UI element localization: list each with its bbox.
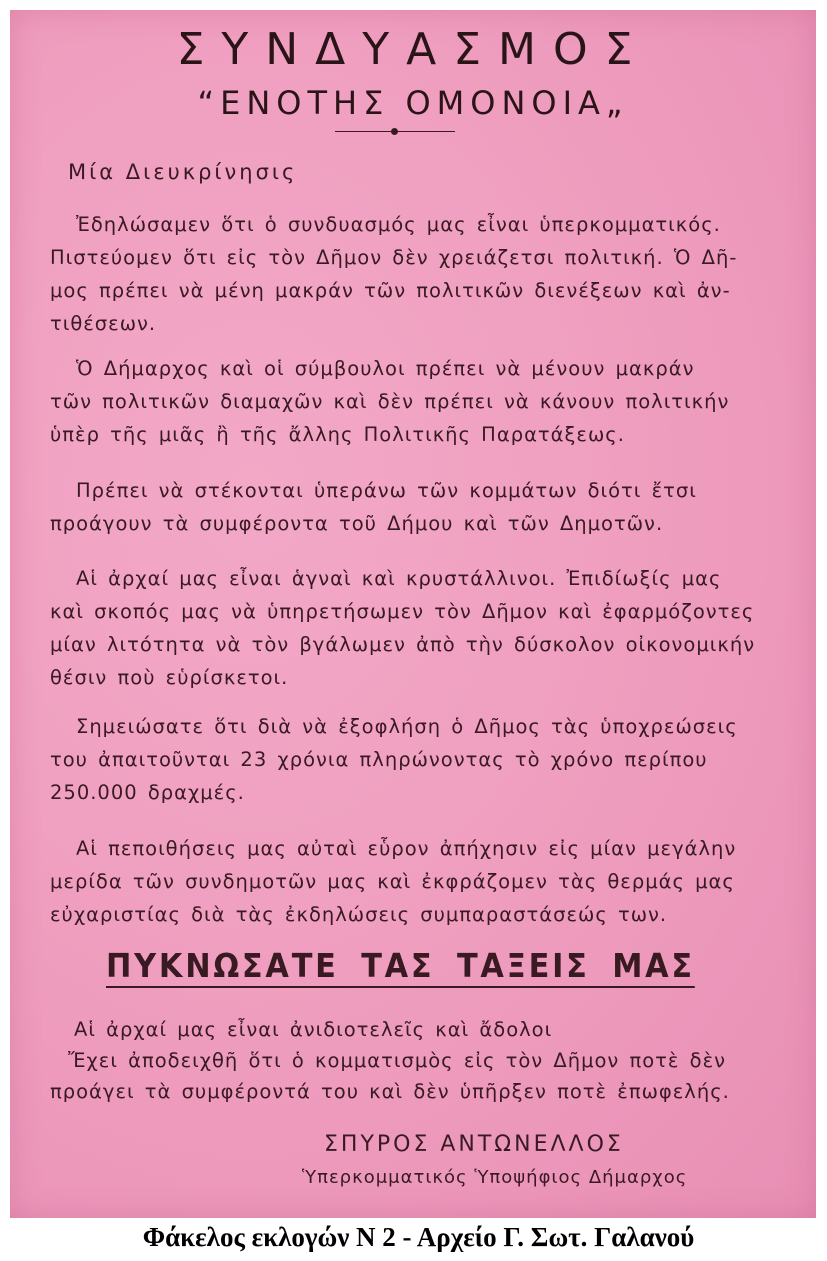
paragraph-line: Σημειώσατε ὅτι διὰ νὰ ἐξοφλήση ὁ Δῆμος τὰς ὑποχρεώσεις — [76, 715, 738, 738]
paragraph-line: τιθέσεων. — [50, 312, 157, 335]
closing-line: Αἱ ἀρχαί μας εἶναι ἀνιδιοτελεῖς καὶ ἄδολοι — [74, 1018, 553, 1041]
leaflet-heading: Μία Διευκρίνησις — [68, 160, 298, 184]
paragraph-5 — [50, 710, 788, 809]
paragraph-line: προάγουν τὰ συμφέροντα τοῦ Δήμου καὶ τῶν Δημοτῶν. — [50, 512, 664, 535]
paragraph-line: Αἱ ἀρχαί μας εἶναι ἁγναὶ καὶ κρυστάλλινοι. Ἐπιδίωξίς μας — [76, 567, 722, 590]
paragraph-line: Πρέπει νὰ στέκονται ὑπεράνω τῶν κομμάτων διότι ἔτσι — [76, 479, 697, 502]
paragraph-line: του ἀπαιτοῦνται 23 χρόνια πληρώνοντας τὸ χρόνο περίπου — [50, 748, 708, 771]
signature-title: Ὑπερκομματικός Ὑποψήφιος Δήμαρχος — [302, 1167, 688, 1188]
paragraph-line: εὐχαριστίας διὰ τὰς ἐκδηλώσεις συμπαραστάσεώς των. — [50, 903, 668, 926]
paragraph-line: τῶν πολιτικῶν διαμαχῶν καὶ δὲν πρέπει νὰ κάνουν πολιτικήν — [50, 390, 730, 413]
paragraph-6 — [50, 832, 788, 931]
paragraph-line: ὑπὲρ τῆς μιᾶς ἢ τῆς ἄλλης Πολιτικῆς Παρατάξεως. — [50, 423, 625, 446]
paragraph-3 — [50, 474, 788, 540]
paragraph-line: θέσιν ποὺ εὑρίσκετοι. — [50, 666, 289, 689]
closing-line: προάγει τὰ συμφέροντά του καὶ δὲν ὑπῆρξεν ποτὲ ἐπωφελής. — [50, 1080, 730, 1103]
paragraph-line: Αἱ πεποιθήσεις μας αὐταὶ εὗρον ἀπήχησιν εἰς μίαν μεγάλην — [76, 837, 737, 860]
leaflet-title: ΣΥΝΔΥΑΣΜΟΣ — [176, 24, 650, 75]
paragraph-1 — [50, 208, 788, 340]
paragraph-line: μίαν λιτότητα νὰ τὸν βγάλωμεν ἀπὸ τὴν δύσκολον οἰκονομικήν — [50, 633, 756, 656]
paragraph-line: μερίδα τῶν συνδημοτῶν μας καὶ ἐκφράζομεν τὰς θερμάς μας — [50, 870, 735, 893]
paragraph-line: Ἐδηλώσαμεν ὅτι ὁ συνδυασμός μας εἶναι ὑπερκομματικός. — [76, 213, 721, 236]
paragraph-line: μος πρέπει νὰ μένη μακράν τῶν πολιτικῶν διενέξεων καὶ ἀν- — [50, 279, 731, 302]
paragraph-line: καὶ σκοπός μας νὰ ὑπηρετήσωμεν τὸν Δῆμον καὶ ἐφαρμόζοντες — [50, 600, 755, 623]
archive-caption: Φάκελος εκλογών Ν 2 - Αρχείο Γ. Σωτ. Γαλανού — [142, 1222, 695, 1252]
leaflet-subtitle: “ΕΝΟΤΗΣ ΟΜΟΝΟΙΑ„ — [197, 84, 629, 122]
paragraph-line: Πιστεύομεν ὅτι εἰς τὸν Δῆμον δὲν χρειάζετσι πολιτική. Ὁ Δῆ- — [50, 246, 738, 269]
paragraph-line: Ὁ Δήμαρχος καὶ οἱ σύμβουλοι πρέπει νὰ μένουν μακράν — [76, 357, 695, 380]
paragraph-2 — [50, 352, 788, 451]
paragraph-line: 250.000 δραχμές. — [50, 781, 245, 804]
leaflet-paper — [10, 10, 816, 1218]
signature-name: ΣΠΥΡΟΣ ΑΝΤΩΝΕΛΛΟΣ — [324, 1132, 624, 1157]
paragraph-4 — [50, 562, 788, 694]
closing-text — [50, 1014, 788, 1107]
slogan-heading: ΠΥΚΝΩΣΑΤΕ ΤΑΣ ΤΑΞΕΙΣ ΜΑΣ — [106, 946, 695, 988]
closing-line: Ἔχει ἀποδειχθῆ ὅτι ὁ κομματισμὸς εἰς τὸν Δῆμον ποτὲ δὲν — [68, 1049, 727, 1072]
ornament-divider — [335, 130, 455, 134]
divider-dot — [391, 128, 398, 135]
